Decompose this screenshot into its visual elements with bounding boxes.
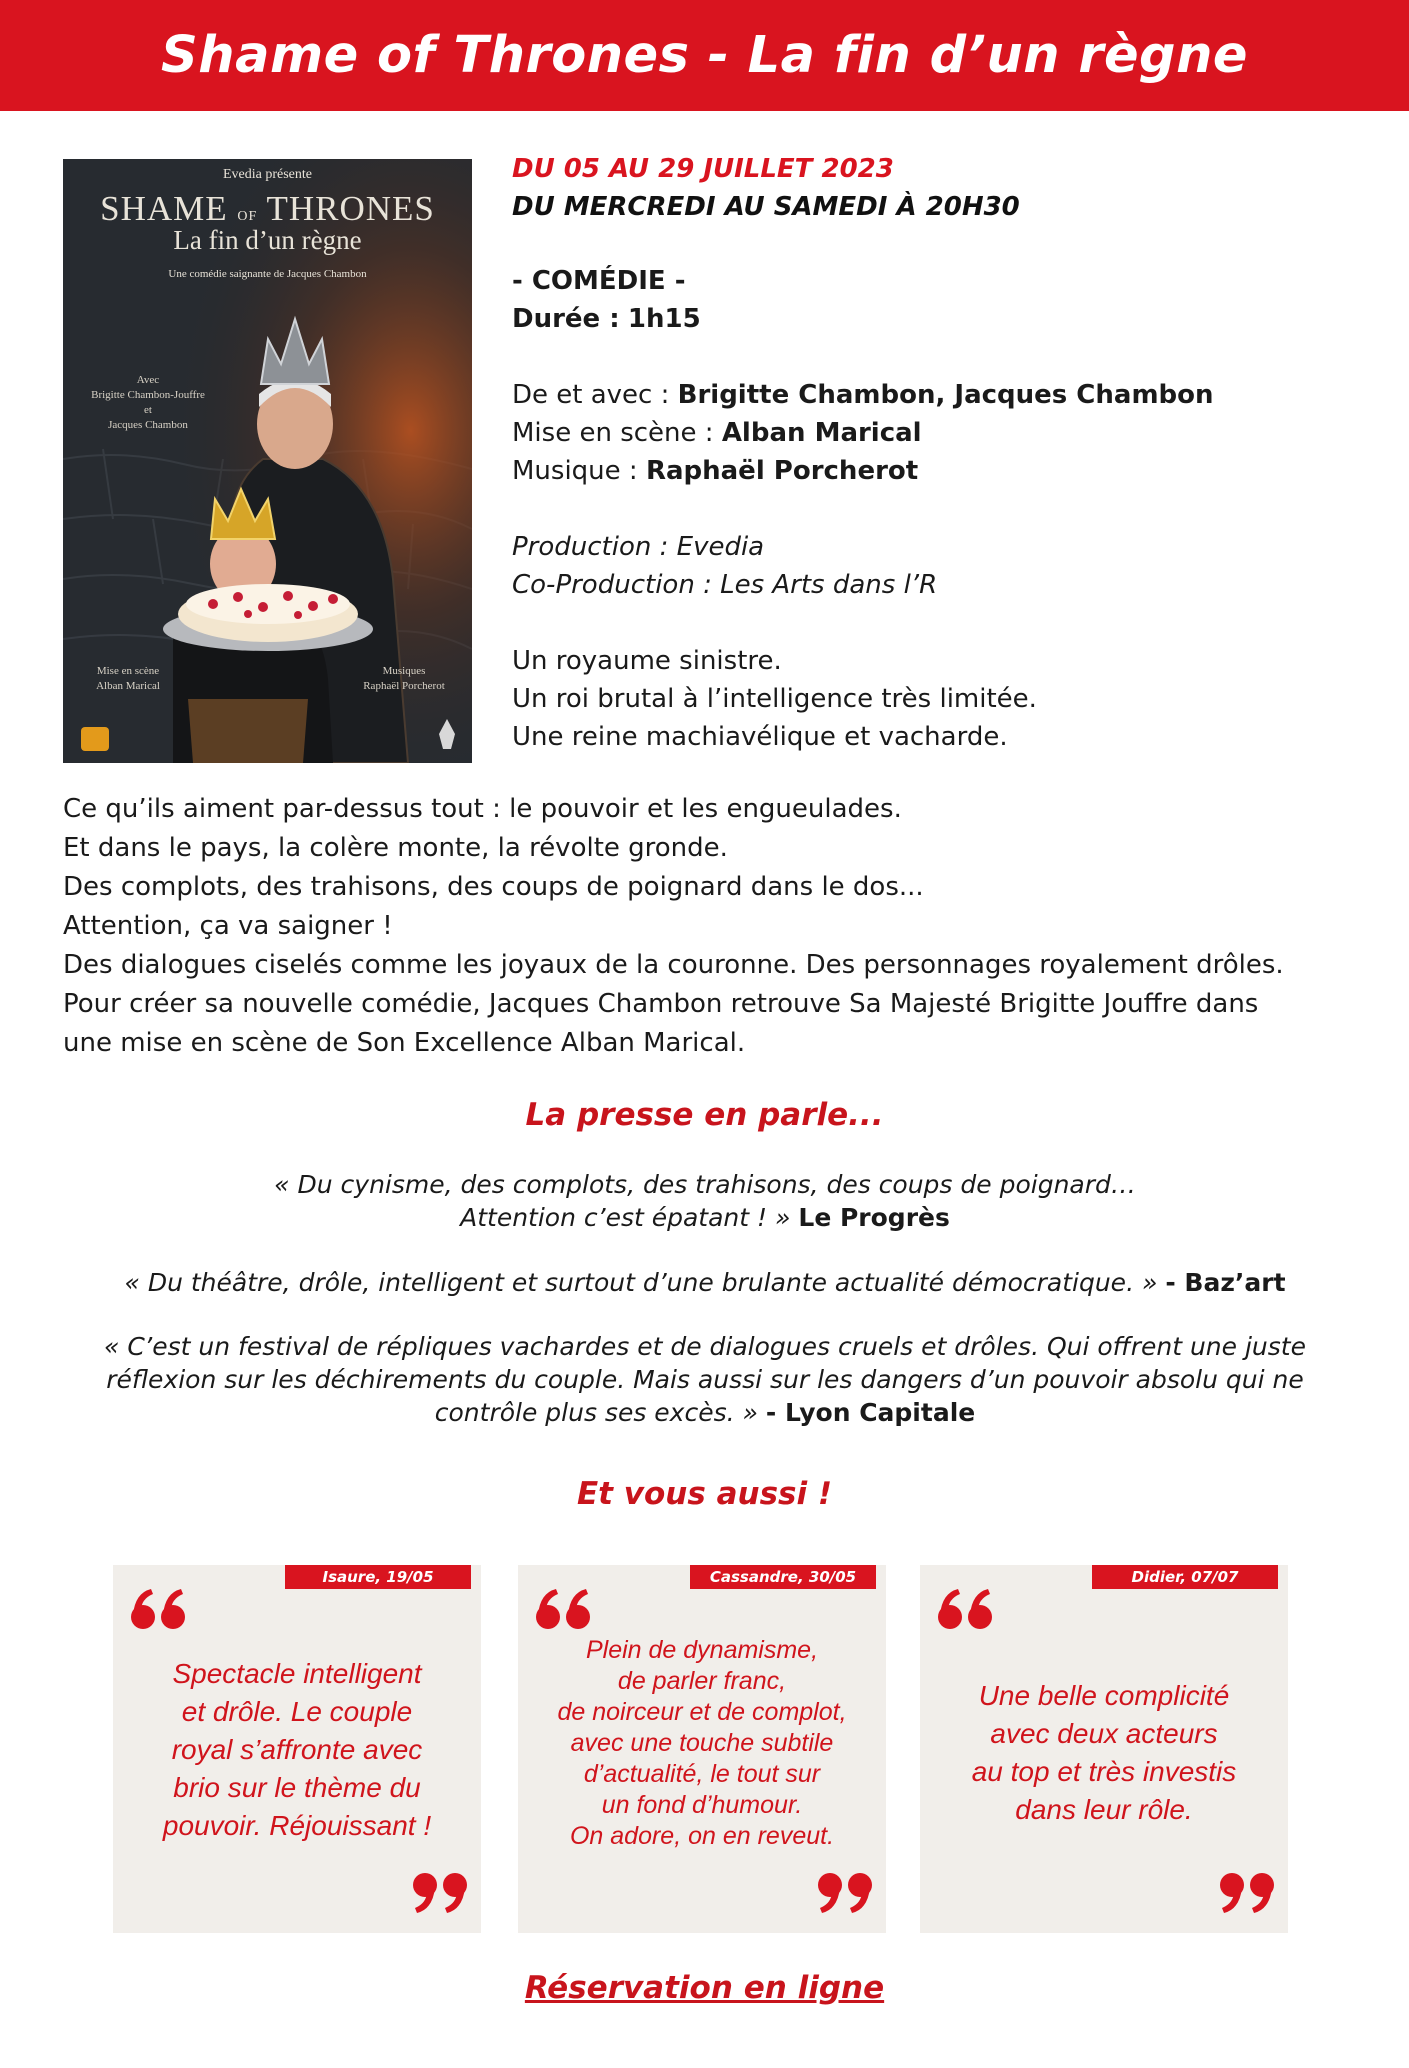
review-card: Isaure, 19/05 Spectacle intelligent et drôle. Le couple royal s’affronte avec brio sur le thème du pouvoir. Réjouissant ! [113,1565,481,1933]
description-line: Des dialogues ciselés comme les joyaux de la couronne. Des personnages royalement drôles. [63,950,1284,980]
review-author: Didier, 07/07 [1092,1565,1278,1589]
page-title: Shame of Thrones - La fin d’un règne [161,26,1248,85]
poster-title-shame: SHAME [100,189,228,228]
poster-presenter: Evedia présente [222,167,312,182]
reviews-title: Et vous aussi ! [576,1476,833,1512]
show-description [63,790,1363,1063]
pitch-line-2: Un roi brutal à l’intelligence très limitée. [512,684,1037,714]
poster-cast-line1: Brigitte Chambon-Jouffre [91,389,205,401]
show-schedule: DU MERCREDI AU SAMEDI À 20H30 [512,192,1020,222]
description-line: Et dans le pays, la colère monte, la révolte gronde. [63,833,728,863]
poster-music-name: Raphaël Porcherot [363,680,445,692]
description-line: Des complots, des trahisons, des coups de poignard dans le dos... [63,872,924,902]
poster-cast-line2: et [144,404,152,416]
review-card: Cassandre, 30/05 Plein de dynamisme, de parler franc, de noirceur et de complot, avec une touche subtile d’actualité, le tout sur un fond d’humour. On adore, on en reveut. [518,1565,886,1933]
reservation-link[interactable]: Réservation en ligne [524,1970,885,2006]
show-duration: Durée : 1h15 [512,304,701,334]
description-line: Ce qu’ils aiment par-dessus tout : le pouvoir et les engueulades. [63,794,902,824]
show-director: Mise en scène : Alban Marical [512,418,922,448]
poster-cast-label: Avec [136,374,160,386]
show-info [512,150,1372,756]
press-quote-3: « C’est un festival de répliques vachardes et de dialogues cruels et drôles. Qui offrent une juste réflexion sur les déchirements du couple. Mais aussi sur les dangers d’un pouvoir absolu qui ne contrôle plus ses excès. » - Lyon Capitale [104,1332,1306,1427]
pitch-line-3: Une reine machiavélique et vacharde. [512,722,1008,752]
press-title: La presse en parle... [525,1097,884,1133]
pitch-line-1: Un royaume sinistre. [512,646,782,676]
show-production: Production : Evedia [512,532,765,562]
description-line: Pour créer sa nouvelle comédie, Jacques Chambon retrouve Sa Majesté Brigitte Jouffre dans [63,989,1259,1019]
poster-music-label: Musiques [382,665,426,677]
poster-staging-name: Alban Marical [96,680,160,692]
open-quote-icon [534,1585,596,1631]
open-quote-icon [936,1585,998,1631]
open-quote-icon [129,1585,191,1631]
poster-title-thrones: THRONES [266,189,435,228]
show-coproduction: Co-Production : Les Arts dans l’R [512,570,938,600]
show-music: Musique : Raphaël Porcherot [512,456,919,486]
poster-title-of: OF [237,209,258,224]
producer-logo-icon [81,727,109,751]
close-quote-icon [407,1871,469,1917]
show-poster [63,159,472,763]
press-quote-2: « Du théâtre, drôle, intelligent et surtout d’une brulante actualité démocratique. » - Baz’art [124,1268,1286,1297]
close-quote-icon [1214,1871,1276,1917]
description-line: Attention, ça va saigner ! [63,911,393,941]
poster-subtitle: La fin d’un règne [173,225,362,255]
poster-staging-label: Mise en scène [96,665,160,677]
header-banner [0,0,1409,111]
show-dates: DU 05 AU 29 JUILLET 2023 [512,154,894,184]
poster-tagline: Une comédie saignante de Jacques Chambon [168,268,367,280]
show-authors: De et avec : Brigitte Chambon, Jacques Chambon [512,380,1214,410]
description-line: une mise en scène de Son Excellence Alban Marical. [63,1028,746,1058]
poster-cast-line3: Jacques Chambon [108,419,188,431]
review-card: Didier, 07/07 Une belle complicité avec deux acteurs au top et très investis dans leur rôle. [920,1565,1288,1933]
show-genre: - COMÉDIE - [512,266,686,296]
press-quote-1: « Du cynisme, des complots, des trahisons, des coups de poignard… Attention c’est épatant ! » Le Progrès [274,1170,1136,1232]
review-author: Isaure, 19/05 [285,1565,471,1589]
close-quote-icon [812,1871,874,1917]
review-author: Cassandre, 30/05 [690,1565,876,1589]
